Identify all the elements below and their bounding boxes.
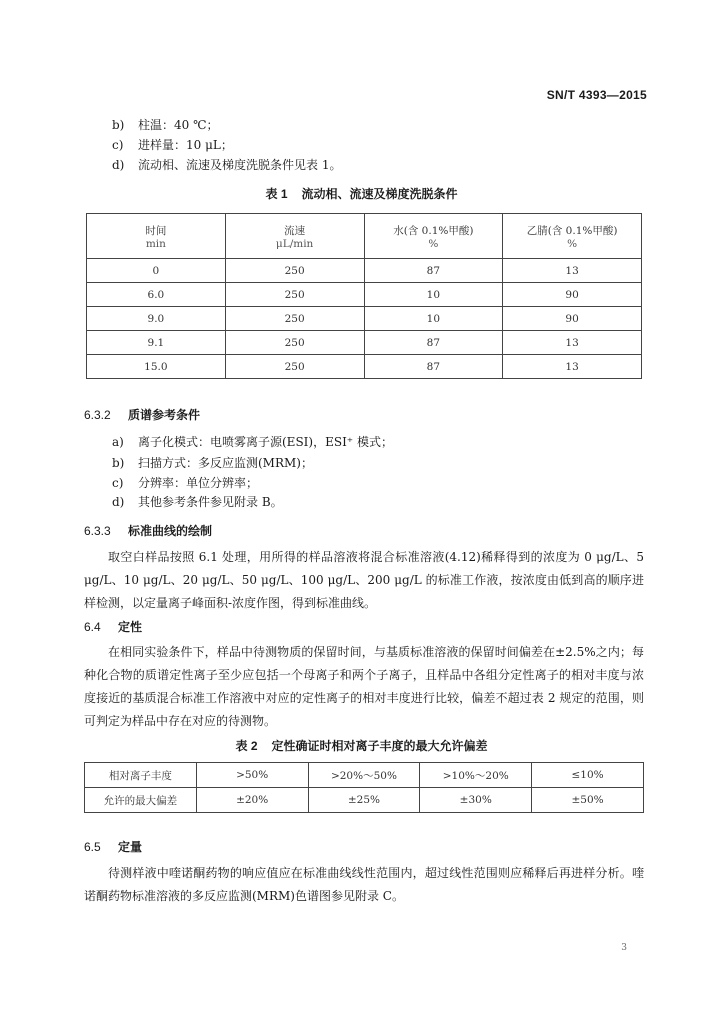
table-cell: 90 — [503, 283, 642, 307]
table2-caption: 表 2 定性确证时相对离子丰度的最大允许偏差 — [235, 739, 488, 753]
table-cell: 250 — [225, 331, 364, 355]
list-item: b) 扫描方式：多反应监测(MRM)； — [112, 456, 313, 470]
table-cell: 10 — [364, 283, 503, 307]
table-row — [87, 283, 642, 307]
table-cell: 250 — [225, 259, 364, 283]
table-cell: 90 — [503, 307, 642, 331]
table-cell: 13 — [503, 355, 642, 379]
table2 — [84, 762, 644, 813]
table-cell: ±30% — [420, 788, 532, 813]
table-cell: >50% — [196, 763, 308, 788]
table-cell: 15.0 — [87, 355, 226, 379]
table-header-cell: 水(含 0.1%甲酸) % — [364, 214, 503, 259]
table-row — [87, 307, 642, 331]
table-row — [87, 355, 642, 379]
table-header-cell: 时间 min — [87, 214, 226, 259]
table-row — [85, 788, 644, 813]
table-header-cell: 流速 μL/min — [225, 214, 364, 259]
list-item: c) 进样量：10 μL； — [112, 138, 233, 152]
table-cell: 10 — [364, 307, 503, 331]
section-heading-6-3-2: 6.3.2 质谱参考条件 — [84, 408, 201, 422]
table-cell: ≤10% — [532, 763, 644, 788]
table-cell: 250 — [225, 283, 364, 307]
table-cell: 允许的最大偏差 — [85, 788, 197, 813]
table-cell: 相对离子丰度 — [85, 763, 197, 788]
section-heading-6-3-3: 6.3.3 标准曲线的绘制 — [84, 524, 213, 538]
table-cell: 13 — [503, 331, 642, 355]
table1 — [86, 213, 642, 379]
table-cell: ±50% — [532, 788, 644, 813]
table-cell: >10%～20% — [420, 763, 532, 788]
list-item: c) 分辨率：单位分辨率； — [112, 476, 259, 490]
standard-code: SN/T 4393—2015 — [546, 88, 647, 102]
section-heading-6-4: 6.4 定性 — [84, 620, 143, 634]
table-row — [87, 331, 642, 355]
table-cell: 0 — [87, 259, 226, 283]
table-cell: 9.0 — [87, 307, 226, 331]
page-number: 3 — [621, 943, 627, 953]
paragraph-quantitative: 待测样液中喹诺酮药物的响应值应在标准曲线线性范围内，超过线性范围则应稀释后再进样分析。喹诺酮药物标准溶液的多反应监测(MRM)色谱图参见附录 C。 — [84, 866, 644, 903]
table-row — [87, 259, 642, 283]
table-cell: ±20% — [196, 788, 308, 813]
list-item: b) 柱温：40 ℃； — [112, 118, 219, 132]
table-row — [85, 763, 644, 788]
table-header-cell: 乙腈(含 0.1%甲酸) % — [503, 214, 642, 259]
list-item: d) 流动相、流速及梯度洗脱条件见表 1。 — [112, 158, 342, 172]
table-cell: 250 — [225, 307, 364, 331]
table-cell: 87 — [364, 355, 503, 379]
list-item: a) 离子化模式：电喷雾离子源(ESI)，ESI⁺ 模式； — [112, 435, 393, 449]
section-heading-6-5: 6.5 定量 — [84, 840, 143, 854]
table-cell: 87 — [364, 331, 503, 355]
table-cell: 250 — [225, 355, 364, 379]
table1-caption: 表 1 流动相、流速及梯度洗脱条件 — [265, 187, 458, 201]
table-header-row — [87, 214, 642, 259]
table-cell: 9.1 — [87, 331, 226, 355]
paragraph-qualitative: 在相同实验条件下，样品中待测物质的保留时间，与基质标准溶液的保留时间偏差在±2.5%之内；每种化合物的质谱定性离子至少应包括一个母离子和两个子离子，且样品中各组分定性离子的相对丰度与浓度接近的基质混合标准工作溶液中对应的定性离子的相对丰度进行比较，偏差不超过表 2 规定的范围，则可判定为样品中存在对应的待测物。 — [84, 645, 644, 728]
table-cell: >20%～50% — [308, 763, 420, 788]
list-item: d) 其他参考条件参见附录 B。 — [112, 495, 283, 509]
table-cell: 13 — [503, 259, 642, 283]
table-cell: 6.0 — [87, 283, 226, 307]
table-cell: ±25% — [308, 788, 420, 813]
table-cell: 87 — [364, 259, 503, 283]
paragraph-standard-curve: 取空白样品按照 6.1 处理，用所得的样品溶液将混合标准溶液(4.12)稀释得到的浓度为 0 μg/L、5 μg/L、10 μg/L、20 μg/L、50 μg/L、100 μg/L、200 μg/L 的标准工作液，按浓度由低到高的顺序进样检测，以定量离子峰面积-浓度作图，得到标准曲线。 — [84, 550, 644, 610]
